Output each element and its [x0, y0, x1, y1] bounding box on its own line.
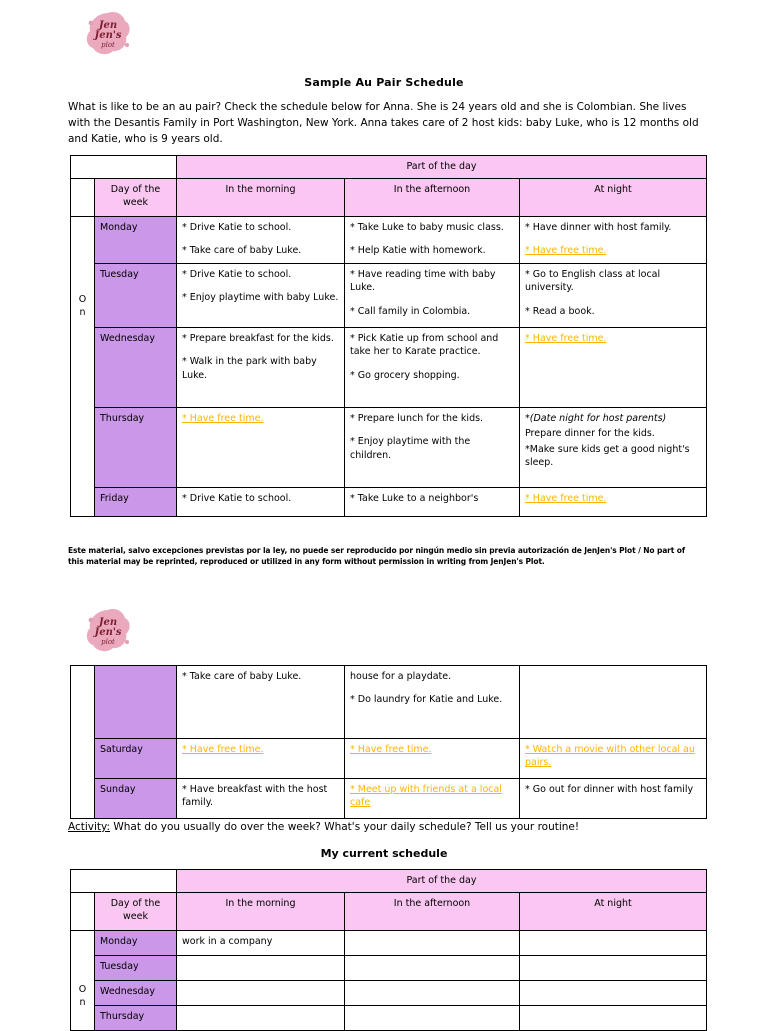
table-row-wednesday: [71, 328, 707, 408]
jenjens-plot-logo: [84, 10, 132, 58]
logo-splat-icon: [84, 10, 132, 58]
day-of-week-header: Day of the week: [95, 179, 177, 217]
cell-my-wednesday-afternoon[interactable]: [345, 981, 520, 1006]
schedule-item-free-time: * Have free time.: [525, 333, 607, 344]
cell-fridaycont-afternoon: [345, 666, 520, 739]
day-of-week-header: Day of the week: [95, 893, 177, 931]
schedule-item: *Make sure kids get a good night's sleep.: [525, 443, 690, 469]
day-cell-wednesday: Wednesday: [95, 981, 177, 1006]
cell-monday-morning: [177, 217, 345, 264]
schedule-item: * Prepare lunch for the kids.: [350, 413, 484, 424]
table-row-saturday: [71, 739, 707, 779]
schedule-item-free-time: * Meet up with friends at a local cafe: [350, 784, 502, 809]
cell-saturday-night: [520, 739, 707, 779]
table-row-sunday: [71, 779, 707, 819]
schedule-item: * Have reading time with baby Luke.: [350, 269, 496, 294]
cell-my-monday-morning[interactable]: [177, 931, 345, 956]
cell-my-monday-afternoon[interactable]: [345, 931, 520, 956]
cell-my-tuesday-afternoon[interactable]: [345, 956, 520, 981]
schedule-item: * Take Luke to baby music class.: [350, 222, 504, 233]
logo-text-line1: Jen: [98, 20, 118, 31]
schedule-item-free-time: * Watch a movie with other local au pairs.: [525, 744, 695, 769]
logo-text-line2: Jen's: [94, 627, 122, 638]
my-schedule-table: [70, 869, 707, 1031]
morning-header: In the morning: [177, 893, 345, 931]
schedule-item: * Drive Katie to school.: [182, 222, 292, 233]
part-of-day-header: Part of the day: [177, 870, 707, 893]
afternoon-header: In the afternoon: [345, 893, 520, 931]
table-row-thursday: [71, 408, 707, 488]
day-cell-saturday: Saturday: [95, 739, 177, 779]
cell-my-monday-night[interactable]: [520, 931, 707, 956]
table-row-my-monday: [71, 931, 707, 956]
day-cell-wednesday: Wednesday: [95, 328, 177, 408]
schedule-item: Prepare dinner for the kids.: [525, 428, 655, 440]
schedule-item-free-time: * Have free time.: [525, 245, 607, 257]
spacer-cell: [71, 870, 177, 893]
schedule-item: *(Date night for host parents): [525, 413, 667, 424]
cell-monday-afternoon: [345, 217, 520, 264]
logo-text-line3: plot: [101, 638, 115, 646]
schedule-item: * Drive Katie to school.: [182, 493, 292, 504]
cell-fridaycont-morning: [177, 666, 345, 739]
schedule-item: * Call family in Colombia.: [350, 305, 471, 317]
activity-prompt: [68, 821, 704, 833]
logo-splat-icon: [84, 607, 132, 655]
schedule-item: * Take Luke to a neighbor's: [350, 493, 479, 504]
morning-header: In the morning: [177, 179, 345, 217]
intro-paragraph: What is like to be an au pair? Check the schedule below for Anna. She is 24 years old and she is Colombian. She lives with the Desantis Family in Port Washington, New York. Anna takes care of 2 host kids: baby Luke, who is 12 months old and Katie, who is 9 years old.: [68, 101, 699, 145]
logo-text-line1: Jen: [98, 617, 118, 628]
cell-wednesday-afternoon: [345, 328, 520, 408]
night-header: At night: [520, 179, 707, 217]
day-cell-monday: Monday: [95, 931, 177, 956]
schedule-item: * Do laundry for Katie and Luke.: [350, 694, 503, 706]
on-column-cell: [71, 666, 95, 819]
cell-saturday-afternoon: [345, 739, 520, 779]
table-row-part-of-day: [71, 156, 707, 179]
cell-tuesday-afternoon: [345, 264, 520, 328]
cell-my-tuesday-night[interactable]: [520, 956, 707, 981]
on-label-cell: On: [71, 217, 95, 517]
schedule-item: * Go out for dinner with host family: [525, 784, 694, 795]
schedule-item: * Have breakfast with the host family.: [182, 784, 328, 809]
part-of-day-header: Part of the day: [177, 156, 707, 179]
day-cell-tuesday: Tuesday: [95, 956, 177, 981]
cell-wednesday-night: [520, 328, 707, 408]
cell-thursday-afternoon: [345, 408, 520, 488]
cell-wednesday-morning: [177, 328, 345, 408]
schedule-item: work in a company: [182, 936, 273, 947]
day-cell-monday: Monday: [95, 217, 177, 264]
jenjens-plot-logo: [84, 607, 132, 655]
cell-thursday-morning: [177, 408, 345, 488]
table-row-my-tuesday: [71, 956, 707, 981]
cell-tuesday-morning: [177, 264, 345, 328]
cell-sunday-afternoon: [345, 779, 520, 819]
cell-my-thursday-night[interactable]: [520, 1006, 707, 1031]
day-cell-friday: Friday: [95, 488, 177, 517]
cell-fridaycont-night: [520, 666, 707, 739]
night-header: At night: [520, 893, 707, 931]
table-row-friday-continued: [71, 666, 707, 739]
schedule-item-free-time: * Have free time.: [350, 744, 432, 755]
spacer-cell: [71, 156, 177, 179]
activity-question: What do you usually do over the week? What's your daily schedule? Tell us your routine!: [110, 821, 580, 833]
cell-monday-night: [520, 217, 707, 264]
schedule-item: * Pick Katie up from school and take her to Karate practice.: [350, 333, 499, 358]
copyright-disclaimer: Este material, salvo excepciones previstas por la ley, no puede ser reproducido por ningún medio sin previa autorización de JenJen's Plot / No part of this material may be reprinted, reproduced or utilized in any form without permission in writing from JenJen's Plot.: [68, 546, 685, 566]
schedule-item: * Enjoy playtime with the children.: [350, 436, 471, 461]
spacer-cell: [71, 179, 95, 217]
cell-my-wednesday-morning[interactable]: [177, 981, 345, 1006]
schedule-item: * Walk in the park with baby Luke.: [182, 356, 317, 381]
cell-my-thursday-morning[interactable]: [177, 1006, 345, 1031]
day-cell-empty: [95, 666, 177, 739]
schedule-item: * Read a book.: [525, 305, 595, 317]
afternoon-header: In the afternoon: [345, 179, 520, 217]
table-row-tuesday: [71, 264, 707, 328]
my-schedule-title: My current schedule: [320, 847, 448, 860]
schedule-item: * Take care of baby Luke.: [182, 245, 302, 257]
schedule-item-free-time: * Have free time.: [525, 493, 607, 504]
day-cell-sunday: Sunday: [95, 779, 177, 819]
schedule-item: * Enjoy playtime with baby Luke.: [182, 292, 339, 304]
cell-tuesday-night: [520, 264, 707, 328]
schedule-item: * Prepare breakfast for the kids.: [182, 333, 334, 344]
table-row-monday: [71, 217, 707, 264]
schedule-item: * Take care of baby Luke.: [182, 671, 302, 682]
schedule-item: * Help Katie with homework.: [350, 245, 486, 257]
cell-saturday-morning: [177, 739, 345, 779]
cell-my-wednesday-night[interactable]: [520, 981, 707, 1006]
schedule-item: house for a playdate.: [350, 671, 452, 682]
cell-sunday-morning: [177, 779, 345, 819]
table-row-friday: [71, 488, 707, 517]
page-title: Sample Au Pair Schedule: [304, 76, 464, 89]
spacer-cell: [71, 893, 95, 931]
cell-friday-night: [520, 488, 707, 517]
schedule-item: * Go to English class at local university.: [525, 269, 661, 294]
cell-friday-morning: [177, 488, 345, 517]
cell-sunday-night: [520, 779, 707, 819]
table-row-my-wednesday: [71, 981, 707, 1006]
table-row-part-of-day: [71, 870, 707, 893]
schedule-item: * Go grocery shopping.: [350, 369, 460, 381]
sample-schedule-table-continued: [70, 665, 707, 819]
day-cell-tuesday: Tuesday: [95, 264, 177, 328]
on-label-cell: On: [71, 931, 95, 1031]
day-cell-thursday: Thursday: [95, 408, 177, 488]
schedule-item: * Drive Katie to school.: [182, 269, 292, 280]
table-row-column-headers: [71, 893, 707, 931]
table-row-column-headers: [71, 179, 707, 217]
cell-thursday-night: [520, 408, 707, 488]
activity-label: Activity:: [68, 821, 111, 833]
schedule-item-free-time: * Have free time.: [182, 744, 264, 755]
cell-friday-afternoon: [345, 488, 520, 517]
cell-my-thursday-afternoon[interactable]: [345, 1006, 520, 1031]
table-row-my-thursday: [71, 1006, 707, 1031]
logo-text-line3: plot: [101, 41, 115, 49]
cell-my-tuesday-morning[interactable]: [177, 956, 345, 981]
day-cell-thursday: Thursday: [95, 1006, 177, 1031]
schedule-item: * Have dinner with host family.: [525, 222, 672, 233]
schedule-item-free-time: * Have free time.: [182, 413, 264, 424]
logo-text-line2: Jen's: [94, 30, 122, 41]
sample-schedule-table: [70, 155, 707, 517]
